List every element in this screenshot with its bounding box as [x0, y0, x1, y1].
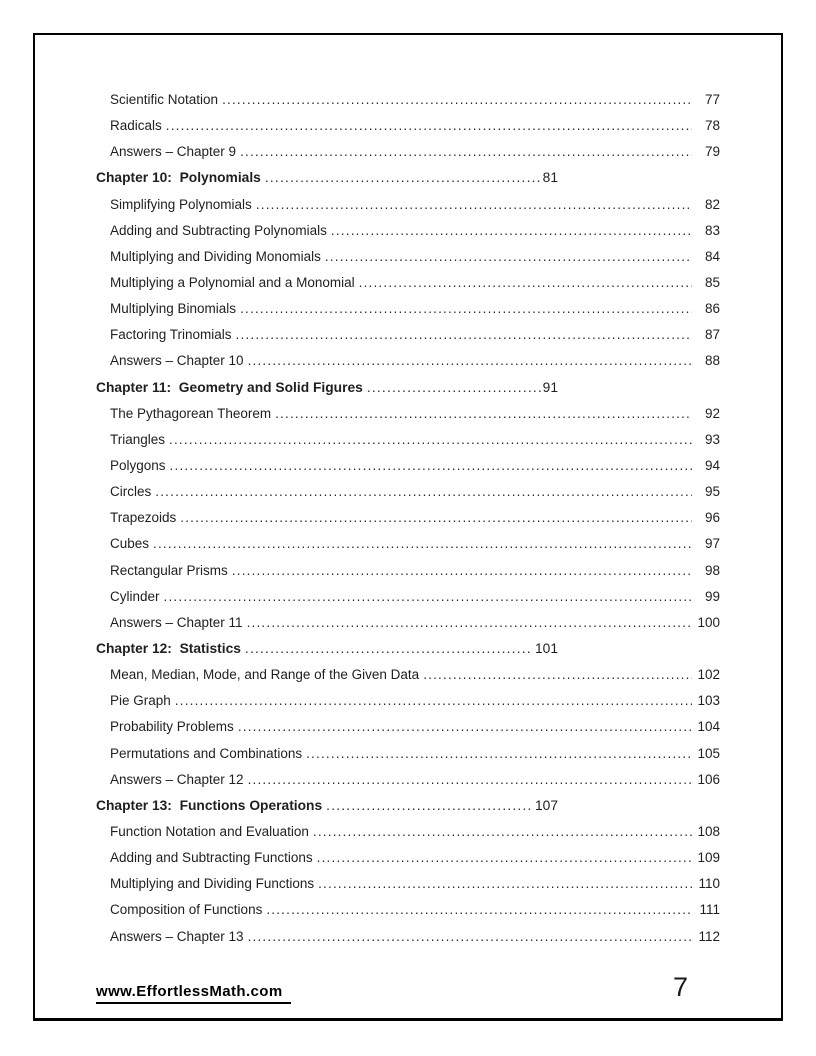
page-number: 7 — [672, 971, 688, 1002]
dot-leader — [164, 589, 692, 604]
dot-leader — [169, 432, 692, 447]
toc-entry[interactable] — [96, 929, 720, 955]
toc-entry-label: Radicals — [110, 118, 162, 134]
toc-entry[interactable] — [96, 432, 720, 458]
toc-entry-label: Factoring Trinomials — [110, 327, 232, 343]
toc-entry[interactable] — [96, 746, 720, 772]
dot-leader — [222, 92, 692, 107]
toc-entry-label: Simplifying Polynomials — [110, 196, 252, 212]
dot-leader — [318, 876, 692, 891]
dot-leader — [306, 746, 692, 761]
toc-entry-page: 109 — [697, 850, 720, 866]
toc-entry-label: Multiplying Binomials — [110, 301, 237, 317]
toc-entry[interactable] — [96, 589, 720, 615]
toc-entry-page: 86 — [704, 301, 720, 317]
toc-entry-label: Answers – Chapter 11 — [110, 614, 243, 630]
toc-entry-page: 97 — [704, 536, 720, 552]
toc-entry-label: Trapezoids — [110, 510, 177, 526]
toc-entry[interactable] — [96, 510, 720, 536]
toc-entry[interactable] — [96, 693, 720, 719]
toc-chapter-entry[interactable] — [96, 798, 558, 824]
dot-leader — [240, 144, 692, 159]
toc-entry-label: Adding and Subtracting Polynomials — [110, 222, 327, 238]
toc-entry-page: 81 — [542, 170, 558, 186]
toc-entry[interactable] — [96, 719, 720, 745]
toc-entry-page: 99 — [704, 588, 720, 604]
footer — [96, 972, 720, 1004]
toc-entry-label: Mean, Median, Mode, and Range of the Given Data — [110, 667, 420, 683]
toc-entry-page: 112 — [698, 928, 720, 944]
toc-entry-page: 87 — [704, 327, 720, 343]
toc-entry-label: Chapter 12: Statistics — [96, 640, 241, 656]
toc-entry-page: 110 — [698, 876, 720, 892]
toc-entry-page: 85 — [704, 274, 720, 290]
toc-entry[interactable] — [96, 353, 720, 379]
dot-leader — [331, 223, 692, 238]
toc-entry-label: Cubes — [110, 536, 150, 552]
toc-entry-label: Probability Problems — [110, 719, 234, 735]
toc-entry[interactable] — [96, 772, 720, 798]
dot-leader — [240, 301, 692, 316]
toc-entry-page: 83 — [704, 222, 720, 238]
dot-leader — [166, 118, 692, 133]
toc-entry-label: Adding and Subtracting Functions — [110, 850, 313, 866]
dot-leader — [153, 536, 692, 551]
dot-leader — [359, 275, 692, 290]
toc-entry[interactable] — [96, 327, 720, 353]
toc-entry[interactable] — [96, 876, 720, 902]
dot-leader — [180, 510, 692, 525]
toc-entry[interactable] — [96, 406, 720, 432]
toc-entry[interactable] — [96, 118, 720, 144]
dot-leader — [236, 327, 692, 342]
toc-entry-page: 93 — [704, 431, 720, 447]
toc-entry-label: Circles — [110, 484, 152, 500]
toc — [96, 92, 720, 955]
dot-leader — [326, 798, 533, 813]
toc-entry-page: 79 — [704, 144, 720, 160]
dot-leader — [266, 902, 692, 917]
toc-entry-label: Function Notation and Evaluation — [110, 823, 309, 839]
toc-entry[interactable] — [96, 301, 720, 327]
dot-leader — [238, 719, 692, 734]
toc-entry-label: The Pythagorean Theorem — [110, 405, 272, 421]
dot-leader — [265, 170, 541, 185]
dot-leader — [367, 380, 541, 395]
toc-entry-page: 92 — [704, 405, 720, 421]
toc-entry[interactable] — [96, 484, 720, 510]
dot-leader — [423, 667, 692, 682]
dot-leader — [175, 693, 692, 708]
toc-entry-page: 108 — [697, 823, 720, 839]
toc-entry[interactable] — [96, 144, 720, 170]
dot-leader — [248, 772, 692, 787]
toc-chapter-entry[interactable] — [96, 641, 558, 667]
toc-entry-page: 106 — [697, 771, 720, 787]
toc-entry-label: Answers – Chapter 12 — [110, 771, 244, 787]
toc-entry[interactable] — [96, 536, 720, 562]
toc-entry[interactable] — [96, 563, 720, 589]
toc-entry[interactable] — [96, 197, 720, 223]
toc-entry-page: 101 — [534, 640, 558, 656]
toc-entry-page: 82 — [704, 196, 720, 212]
toc-entry-page: 77 — [704, 92, 720, 107]
toc-entry-label: Composition of Functions — [110, 902, 263, 918]
toc-entry[interactable] — [96, 92, 720, 118]
toc-entry-label: Chapter 13: Functions Operations — [96, 797, 323, 813]
toc-chapter-entry[interactable] — [96, 380, 558, 406]
dot-leader — [170, 458, 692, 473]
toc-entry-label: Rectangular Prisms — [110, 562, 228, 578]
toc-entry-page: 95 — [704, 484, 720, 500]
toc-entry-label: Cylinder — [110, 588, 160, 604]
toc-entry[interactable] — [96, 667, 720, 693]
toc-entry[interactable] — [96, 275, 720, 301]
dot-leader — [317, 850, 692, 865]
toc-entry[interactable] — [96, 249, 720, 275]
dot-leader — [275, 406, 692, 421]
toc-entry-page: 104 — [697, 719, 720, 735]
toc-entry[interactable] — [96, 850, 720, 876]
toc-entry-label: Chapter 10: Polynomials — [96, 170, 261, 186]
toc-entry-label: Multiplying and Dividing Functions — [110, 876, 315, 892]
dot-leader — [232, 563, 692, 578]
toc-entry-page: 105 — [697, 745, 720, 761]
page-frame — [33, 33, 783, 1021]
toc-entry[interactable] — [96, 458, 720, 484]
toc-entry-page: 107 — [534, 797, 558, 813]
dot-leader — [313, 824, 692, 839]
toc-entry-label: Multiplying and Dividing Monomials — [110, 248, 321, 264]
toc-entry-page: 102 — [697, 667, 720, 683]
toc-entry-label: Answers – Chapter 10 — [110, 353, 244, 369]
dot-leader — [325, 249, 692, 264]
dot-leader — [248, 929, 692, 944]
website-link[interactable]: www.EffortlessMath.com — [96, 983, 291, 1004]
toc-entry[interactable] — [96, 824, 720, 850]
toc-entry-label: Permutations and Combinations — [110, 745, 303, 761]
dot-leader — [245, 641, 533, 656]
toc-entry-label: Pie Graph — [110, 693, 171, 709]
toc-entry-page: 96 — [704, 510, 720, 526]
toc-entry-page: 91 — [542, 379, 558, 395]
dot-leader — [248, 353, 692, 368]
toc-entry-page: 84 — [704, 248, 720, 264]
dot-leader — [247, 615, 692, 630]
toc-entry-label: Triangles — [110, 431, 166, 447]
toc-entry-page: 103 — [697, 693, 720, 709]
toc-entry-label: Polygons — [110, 457, 166, 473]
dot-leader — [256, 197, 692, 212]
dot-leader — [155, 484, 692, 499]
toc-chapter-entry[interactable] — [96, 170, 558, 196]
toc-entry-page: 78 — [704, 118, 720, 134]
toc-entry-label: Multiplying a Polynomial and a Monomial — [110, 274, 355, 290]
toc-entry-label: Answers – Chapter 13 — [110, 928, 244, 944]
toc-entry-label: Scientific Notation — [110, 92, 219, 107]
toc-entry[interactable] — [96, 615, 720, 641]
toc-entry-page: 100 — [697, 614, 720, 630]
toc-entry-page: 111 — [699, 902, 720, 918]
toc-entry-page: 94 — [704, 457, 720, 473]
toc-entry[interactable] — [96, 223, 720, 249]
toc-entry-label: Chapter 11: Geometry and Solid Figures — [96, 379, 363, 395]
toc-entry-page: 98 — [704, 562, 720, 578]
toc-entry[interactable] — [96, 902, 720, 928]
toc-entry-label: Answers – Chapter 9 — [110, 144, 237, 160]
toc-entry-page: 88 — [704, 353, 720, 369]
